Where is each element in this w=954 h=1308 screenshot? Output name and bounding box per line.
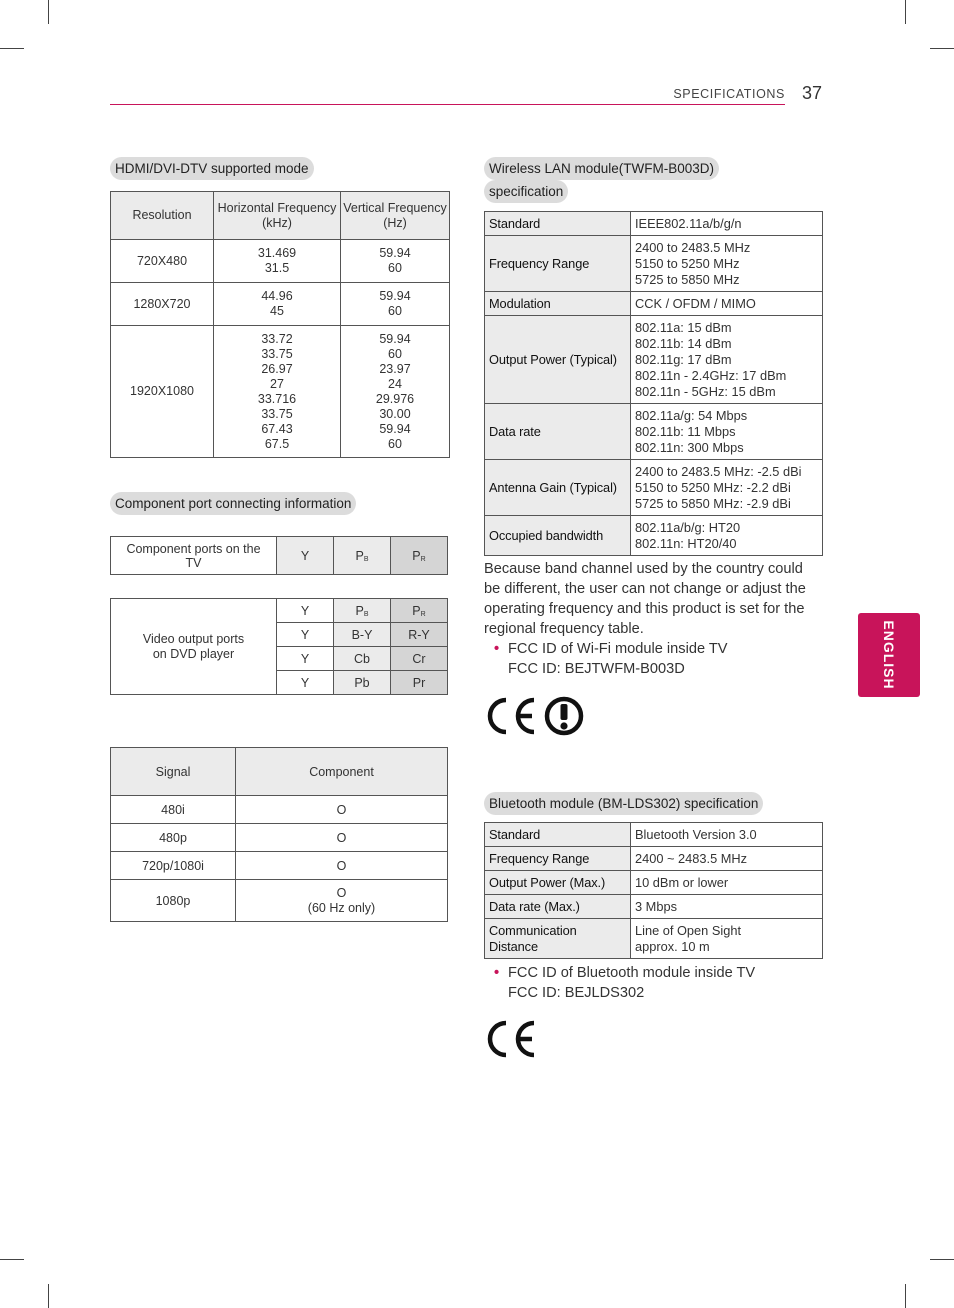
dvd-ports-label: Video output ports on DVD player <box>111 599 277 695</box>
bullet-icon: • <box>494 641 500 657</box>
spec-value: IEEE802.11a/b/g/n <box>631 212 823 236</box>
crop-mark <box>905 1284 906 1308</box>
component-cell: O <box>236 852 448 880</box>
port-pb: B-Y <box>334 623 391 647</box>
resolution-cell: 1920X1080 <box>111 326 214 458</box>
bt-section-title: Bluetooth module (BM-LDS302) specification <box>484 792 763 815</box>
fcc-id: FCC ID: BEJTWFM-B003D <box>508 661 685 677</box>
table-row <box>485 823 823 847</box>
spec-value: CCK / OFDM / MIMO <box>631 292 823 316</box>
table-row <box>485 292 823 316</box>
wlan-section-title-line2: specification <box>484 180 568 203</box>
port-y: Y <box>277 599 334 623</box>
table-row <box>111 796 448 824</box>
component-tv-table <box>110 536 448 575</box>
spec-value: 3 Mbps <box>631 895 823 919</box>
section-title: SPECIFICATIONS <box>673 87 785 101</box>
spec-key: Output Power (Max.) <box>485 871 631 895</box>
table-row <box>485 316 823 404</box>
crop-mark <box>48 1284 49 1308</box>
bullet-icon: • <box>494 965 500 981</box>
table-row <box>111 852 448 880</box>
spec-key: Standard <box>485 212 631 236</box>
hfreq-cell: 31.469 31.5 <box>214 240 341 283</box>
wlan-spec-table <box>484 211 823 556</box>
signal-cell: 720p/1080i <box>111 852 236 880</box>
hfreq-cell: 44.96 45 <box>214 283 341 326</box>
table-row <box>485 460 823 516</box>
crop-mark <box>930 1259 954 1260</box>
signal-cell: 480p <box>111 824 236 852</box>
port-pr: PR <box>391 537 448 575</box>
spec-value: 2400 to 2483.5 MHz 5150 to 5250 MHz 5725 to 5850 MHz <box>631 236 823 292</box>
table-row <box>111 824 448 852</box>
spec-key: Data rate <box>485 404 631 460</box>
spec-value: 10 dBm or lower <box>631 871 823 895</box>
header-rule <box>110 104 785 105</box>
port-pb: Cb <box>334 647 391 671</box>
table-row <box>485 236 823 292</box>
vfreq-cell: 59.94 60 23.97 24 29.976 30.00 59.94 60 <box>341 326 450 458</box>
spec-key: Data rate (Max.) <box>485 895 631 919</box>
signal-cell: 1080p <box>111 880 236 922</box>
table-row <box>111 326 450 458</box>
column-header: Component <box>236 748 448 796</box>
port-pb: PB <box>334 599 391 623</box>
table-row <box>485 516 823 556</box>
ce-mark-icon <box>484 1019 540 1059</box>
port-pr: PR <box>391 599 448 623</box>
hfreq-cell: 33.72 33.75 26.97 27 33.716 33.75 67.43 67.5 <box>214 326 341 458</box>
table-row <box>111 537 448 575</box>
table-header-row <box>111 192 450 240</box>
column-header: Resolution <box>111 192 214 240</box>
table-row <box>485 404 823 460</box>
fcc-line: FCC ID of Wi-Fi module inside TV <box>508 641 728 657</box>
spec-key: Occupied bandwidth <box>485 516 631 556</box>
vfreq-cell: 59.94 60 <box>341 283 450 326</box>
crop-mark <box>48 0 49 24</box>
spec-value: 802.11a: 15 dBm 802.11b: 14 dBm 802.11g: 17 dBm 802.11n - 2.4GHz: 17 dBm 802.11n - 5GHz: 15 dBm <box>631 316 823 404</box>
column-header: Signal <box>111 748 236 796</box>
crop-mark <box>905 0 906 24</box>
spec-key: Communication Distance <box>485 919 631 959</box>
vfreq-cell: 59.94 60 <box>341 240 450 283</box>
wlan-fcc-bullet <box>494 639 822 679</box>
page-number: 37 <box>801 83 822 103</box>
table-row <box>485 919 823 959</box>
spec-value: 802.11a/b/g: HT20 802.11n: HT20/40 <box>631 516 823 556</box>
port-pr: R-Y <box>391 623 448 647</box>
spec-value: 2400 to 2483.5 MHz: -2.5 dBi 5150 to 5250 MHz: -2.2 dBi 5725 to 5850 MHz: -2.9 dBi <box>631 460 823 516</box>
fcc-line: FCC ID of Bluetooth module inside TV <box>508 965 756 981</box>
page-header <box>110 84 822 106</box>
crop-mark <box>0 48 24 49</box>
ce-mark-icon <box>484 696 540 736</box>
resolution-cell: 720X480 <box>111 240 214 283</box>
port-pr: Pr <box>391 671 448 695</box>
crop-mark <box>930 48 954 49</box>
table-row <box>111 283 450 326</box>
spec-key: Modulation <box>485 292 631 316</box>
port-pr: Cr <box>391 647 448 671</box>
component-cell: O <box>236 824 448 852</box>
port-pb: PB <box>334 537 391 575</box>
spec-value: Bluetooth Version 3.0 <box>631 823 823 847</box>
port-y: Y <box>277 671 334 695</box>
spec-key: Standard <box>485 823 631 847</box>
spec-key: Antenna Gain (Typical) <box>485 460 631 516</box>
spec-value: 802.11a/g: 54 Mbps 802.11b: 11 Mbps 802.11n: 300 Mbps <box>631 404 823 460</box>
hdmi-mode-table <box>110 191 450 458</box>
wlan-note: Because band channel used by the country could be different, the user can not change or adjust the operating frequency and this product is set for the regional frequency table. <box>484 561 806 637</box>
spec-value: 2400 ~ 2483.5 MHz <box>631 847 823 871</box>
port-y: Y <box>277 647 334 671</box>
table-row <box>485 895 823 919</box>
port-y: Y <box>277 537 334 575</box>
bt-fcc-bullet <box>494 963 822 1003</box>
table-row <box>111 880 448 922</box>
language-tab-label: ENGLISH <box>881 620 897 690</box>
signal-cell: 480i <box>111 796 236 824</box>
port-y: Y <box>277 623 334 647</box>
table-row <box>485 212 823 236</box>
column-header: Vertical Frequency (Hz) <box>341 192 450 240</box>
spec-value: Line of Open Sight approx. 10 m <box>631 919 823 959</box>
resolution-cell: 1280X720 <box>111 283 214 326</box>
port-pb: Pb <box>334 671 391 695</box>
signal-table <box>110 747 448 922</box>
spec-key: Frequency Range <box>485 847 631 871</box>
component-cell: O (60 Hz only) <box>236 880 448 922</box>
language-tab <box>858 613 920 697</box>
table-row <box>485 871 823 895</box>
table-row <box>111 599 448 623</box>
bt-spec-table <box>484 822 823 959</box>
column-header: Horizontal Frequency (kHz) <box>214 192 341 240</box>
table-row <box>111 240 450 283</box>
fcc-id: FCC ID: BEJLDS302 <box>508 985 645 1001</box>
component-section-title: Component port connecting information <box>110 492 356 515</box>
component-dvd-table <box>110 598 448 695</box>
spec-key: Output Power (Typical) <box>485 316 631 404</box>
component-cell: O <box>236 796 448 824</box>
table-header-row <box>111 748 448 796</box>
tv-ports-label: Component ports on the TV <box>111 537 277 575</box>
table-row <box>485 847 823 871</box>
spec-key: Frequency Range <box>485 236 631 292</box>
crop-mark <box>0 1259 24 1260</box>
hdmi-section-title: HDMI/DVI-DTV supported mode <box>110 157 314 180</box>
wlan-section-title: Wireless LAN module(TWFM-B003D) <box>484 157 719 180</box>
alert-class2-icon <box>543 695 585 737</box>
